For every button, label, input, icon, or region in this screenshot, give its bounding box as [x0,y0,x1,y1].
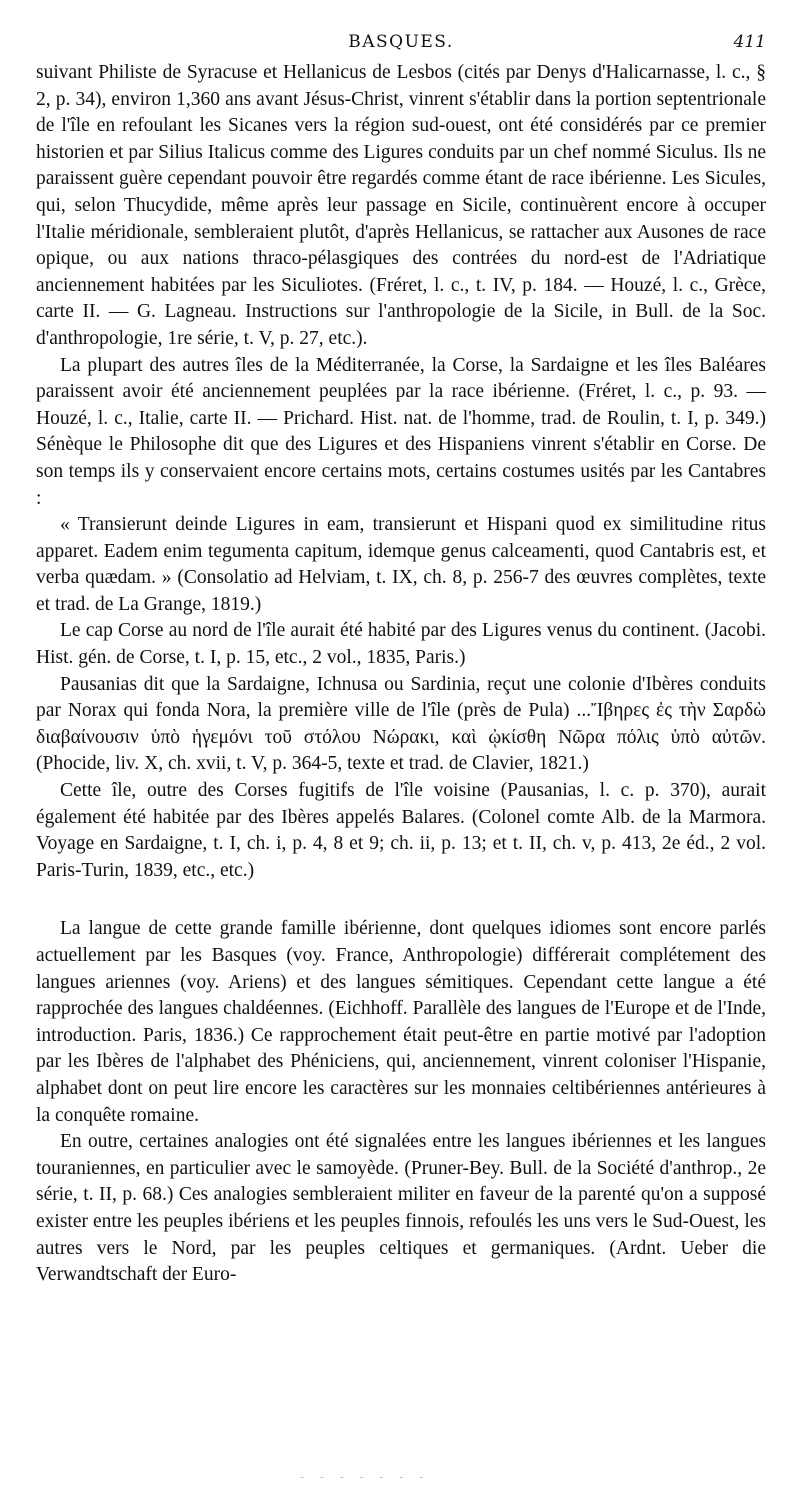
paragraph-balares: Cette île, outre des Corses fugitifs de l'île voisine (Pausanias, l. c. p. 370), aurait également été habitée par des Ibères appelés Balares. (Colonel comte Alb. de la Marmora. Voyage en Sardaigne, t. I, ch. i, p. 4, 8 et 9; ch. ii, p. 13; et t. II, ch. v, p. 413, 2e éd., 2 vol. Paris-Turin, 1839, etc., etc.) [36,780,766,881]
paragraph-seneque-quote: « Transierunt deinde Ligures in eam, transierunt et Hispani quod ex similitudine ritus apparet. Eadem enim tegumenta capitum, idemque genus calceamenti, quod Cantabris est, et verba quædam. » (Consolatio ad Helviam, t. IX, ch. 8, p. 256-7 des œuvres complètes, texte et trad. de La Grange, 1819.) [36,514,766,615]
paragraph-langue-iberienne: La langue de cette grande famille ibérienne, dont quelques idiomes sont encore parlés actuellement par les Basques (voy. France, Anthropologie) différerait complétement des langues ariennes (voy. Ariens) et des langues sémitiques. Cependant cette langue a été rapprochée des langues chaldéennes. (Eichhoff. Parallèle des langues de l'Europe et de l'Inde, introduction. Paris, 1836.) Ce rapprochement était peut-être en partie motivé par l'adoption par les Ibères de l'alphabet des Phéniciens, qui, anciennement, vinrent coloniser l'Hispanie, alphabet dont on peut lire encore les caractères sur les monnaies celtibériennes antérieures à la conquête romaine. [36,918,766,1126]
header-title: BASQUES. [348,32,454,52]
section-spacer [36,884,766,916]
scan-footer-marks: - - - - - - - [300,1470,430,1484]
paragraph-analogies: En outre, certaines analogies ont été signalées entre les langues ibériennes et les langues touraniennes, en particulier avec le samoyède. (Pruner-Bey. Bull. de la Société d'anthrop., 2e série, t. II, p. 68.) Ces analogies sembleraient militer en faveur de la parenté qu'on a supposé exister entre les peuples ibériens et les peuples finnois, refoulés les uns vers le Sud-Ouest, les autres vers le Nord, par les peuples celtiques et germaniques. (Ardnt. Ueber die Verwandtschaft der Euro- [36,1131,766,1286]
paragraph-cap-corse: Le cap Corse au nord de l'île aurait été habité par des Ligures venus du continent. (Jacobi. Hist. gén. de Corse, t. I, p. 15, etc., 2 vol., 1835, Paris.) [36,620,766,669]
body-text [36,60,766,1289]
running-header [36,32,766,54]
page-number: 411 [733,32,766,52]
paragraph-sicules: suivant Philiste de Syracuse et Hellanicus de Lesbos (cités par Denys d'Halicarnasse, l. c., § 2, p. 34), environ 1,360 ans avant Jésus-Christ, vinrent s'établir dans la portion septentrionale de l'île en refoulant les Sicanes vers la région sud-ouest, ont été considérés par ce premier historien et par Silius Italicus comme des Ligures conduits par un chef nommé Siculus. Ils ne paraissent guère cependant pouvoir être regardés comme étant de race ibérienne. Les Sicules, qui, selon Thucydide, même après leur passage en Sicile, continuèrent encore à occuper l'Italie méridionale, sembleraient plutôt, d'après Hellanicus, se rattacher aux Ausones de race opique, ou aux nations thraco-pélasgiques des contrées du nord-est de l'Adriatique anciennement habitées par les Siculiotes. (Fréret, l. c., t. IV, p. 184. — Houzé, l. c., Grèce, carte II. — G. Lagneau. Instructions sur l'anthropologie de la Sicile, in Bull. de la Soc. d'anthropologie, 1re série, t. V, p. 27, etc.). [36,62,766,349]
paragraph-pausanias: Pausanias dit que la Sardaigne, Ichnusa ou Sardinia, reçut une colonie d'Ibères conduits par Norax qui fonda Nora, la première ville de l'île (près de Pula) ...Ἴβηρες ἐς τὴν Σαρδὼ διαβαίνουσιν ὑπὸ ἡγεμόνι τοῦ στόλου Νώρακι, καὶ ᾠκίσθη Νῶρα πόλις ὑπὸ αὐτῶν. (Phocide, liv. X, ch. xvii, t. V, p. 364-5, texte et trad. de Clavier, 1821.) [36,673,766,775]
paragraph-iles-mediterranee: La plupart des autres îles de la Méditerranée, la Corse, la Sardaigne et les îles Baléares paraissent avoir été anciennement peuplées par la race ibérienne. (Fréret, l. c., p. 93. — Houzé, l. c., Italie, carte II. — Prichard. Hist. nat. de l'homme, trad. de Roulin, t. I, p. 349.) Sénèque le Philosophe dit que des Ligures et des Hispaniens vinrent s'établir en Corse. De son temps ils y conservaient encore certains mots, certains costumes usités par les Cantabres : [36,354,766,509]
